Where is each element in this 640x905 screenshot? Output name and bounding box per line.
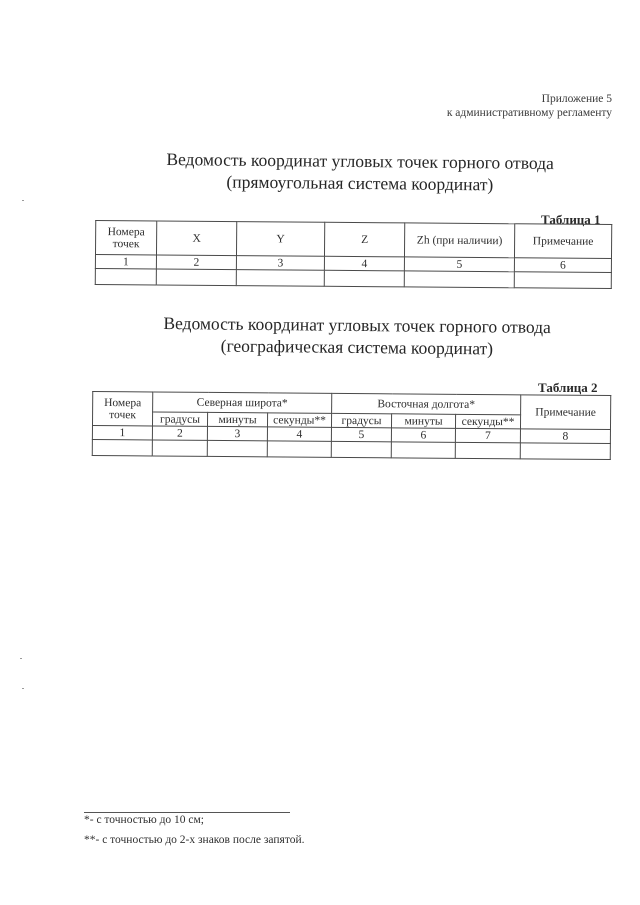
table1-num-1: 1 <box>95 254 156 268</box>
appendix-line-1: Приложение 5 <box>541 93 612 105</box>
appendix-reference <box>447 92 612 120</box>
table-2 <box>92 391 612 460</box>
table1-empty-cell <box>236 270 324 287</box>
section1-title-line-2: (прямоугольная система координат) <box>226 171 494 195</box>
table2-empty-cell <box>455 442 520 459</box>
table2-empty-cell <box>207 440 267 456</box>
table2-num-4: 4 <box>267 427 331 442</box>
table1-header-zh: Zh (при наличии) <box>404 223 514 258</box>
table1-empty-cell <box>514 272 611 289</box>
table2-header-north-latitude: Северная широта* <box>153 392 332 413</box>
table1-num-6: 6 <box>514 258 611 273</box>
table1-num-5: 5 <box>404 257 514 272</box>
table2-num-3: 3 <box>207 426 267 440</box>
table1-num-3: 3 <box>236 256 324 271</box>
table1-empty-row <box>95 268 611 288</box>
table1-empty-cell <box>404 271 514 288</box>
table2-empty-cell <box>152 440 207 456</box>
table2-empty-cell <box>267 441 331 458</box>
table-1 <box>95 220 612 289</box>
table2-sub-header-minutes: минуты <box>391 414 455 429</box>
table2-sub-header-degrees: градусы <box>332 413 392 427</box>
appendix-line-2: к административному регламенту <box>446 107 612 119</box>
table1-num-4: 4 <box>324 256 404 271</box>
table1-header-y: Y <box>236 222 324 257</box>
table2-num-6: 6 <box>391 428 455 443</box>
table1-header-note: Примечание <box>514 224 611 259</box>
scan-speck <box>20 658 22 659</box>
section1-title <box>120 147 600 196</box>
table1-label: Таблица 1 <box>541 212 601 227</box>
table2-empty-cell <box>391 442 455 459</box>
scan-speck <box>22 688 24 689</box>
table1-header-z: Z <box>324 222 404 257</box>
footnote-1: *- с точностью до 10 см; <box>84 814 205 826</box>
table2-label: Таблица 2 <box>538 380 598 395</box>
section2-title <box>115 311 599 360</box>
table2-empty-cell <box>331 441 391 457</box>
table2-sub-header-minutes: минуты <box>207 412 267 426</box>
table2-header-east-longitude: Восточная долгота* <box>332 393 521 414</box>
table2-num-7: 7 <box>455 428 520 443</box>
table2-empty-row <box>92 439 610 459</box>
table2-sub-header-degrees: градусы <box>152 412 207 426</box>
section1-title-line-1: Ведомость координат угловых точек горного отвода <box>166 148 554 174</box>
table2-sub-header-seconds: секунды** <box>455 414 520 429</box>
table1-empty-cell <box>324 270 404 287</box>
section2-title-line-2: (географическая система координат) <box>220 335 494 359</box>
table1-empty-cell <box>156 269 236 286</box>
footnote-divider <box>84 812 290 813</box>
table2-sub-header-seconds: секунды** <box>267 413 331 428</box>
table2-header-note: Примечание <box>521 395 611 430</box>
table2-empty-cell <box>520 443 610 460</box>
table2-num-8: 8 <box>520 429 610 444</box>
table1-header-points: Номера точек <box>95 220 156 254</box>
footnote-2: **- с точностью до 2-х знаков после запятой. <box>84 834 305 846</box>
table2-num-5: 5 <box>331 427 391 441</box>
table2-header-points: Номера точек <box>92 391 152 425</box>
table2-num-1: 1 <box>92 425 152 439</box>
section2-title-line-1: Ведомость координат угловых точек горного отвода <box>163 312 551 338</box>
table1-header-row <box>95 220 611 258</box>
table1-empty-cell <box>95 268 156 284</box>
table2-num-2: 2 <box>152 426 207 440</box>
table1-num-2: 2 <box>156 255 236 270</box>
scan-speck <box>22 200 24 201</box>
table1-header-x: X <box>156 221 236 256</box>
table2-empty-cell <box>92 439 152 455</box>
